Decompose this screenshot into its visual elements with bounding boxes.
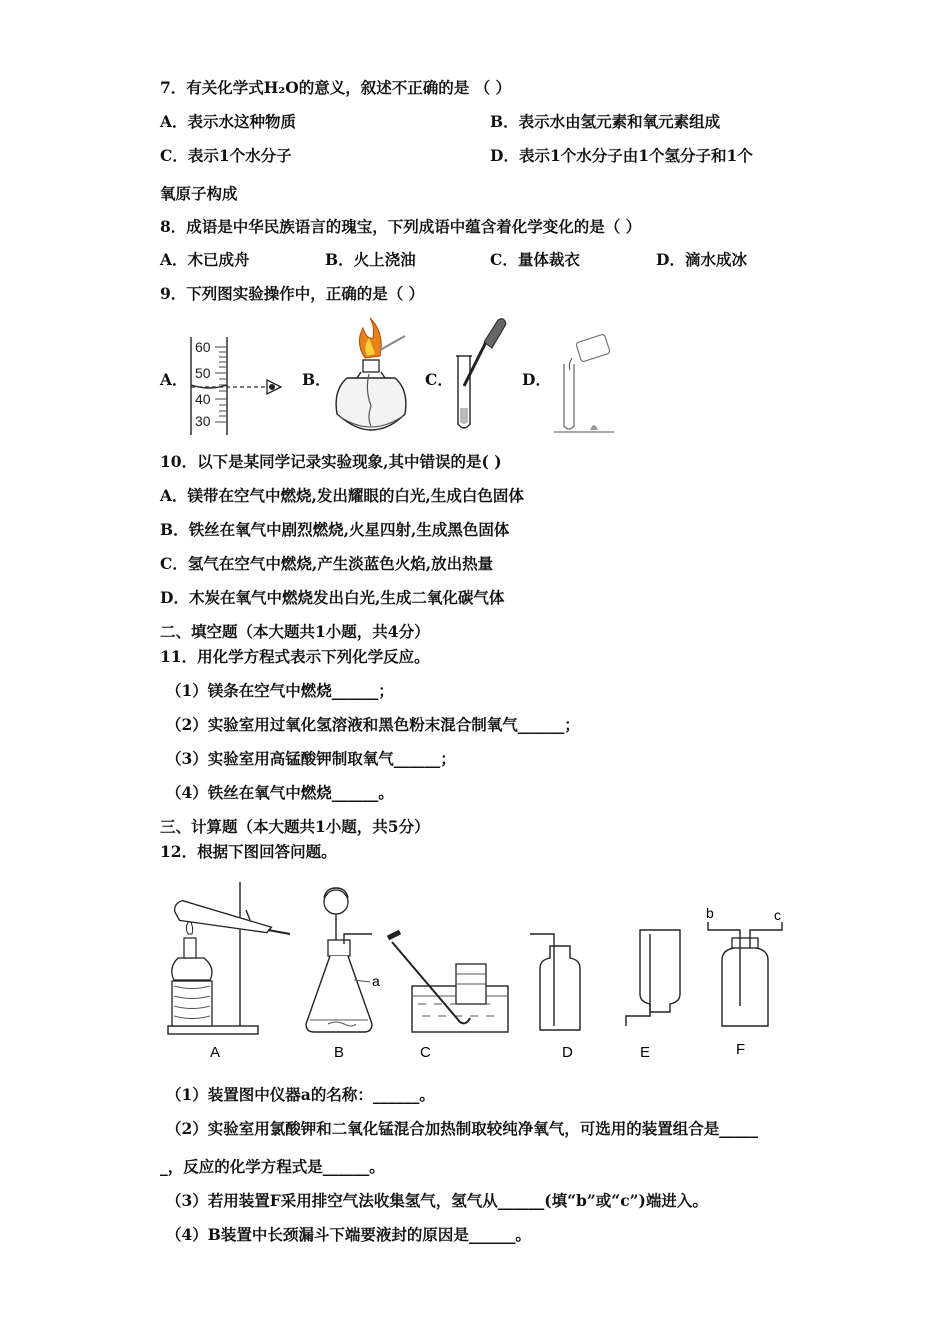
q12-part-2: （2）实验室用氯酸钾和二氧化锰混合加热制取较纯净氧气，可选用的装置组合是_____: [166, 1119, 759, 1138]
apparatus-label-f: F: [736, 1041, 746, 1058]
label-b-port: b: [706, 905, 714, 921]
apparatus-f-drawing: [706, 905, 782, 1026]
q10-option-c: C．氢气在空气中燃烧,产生淡蓝色火焰,放出热量: [160, 554, 494, 573]
q12-part-1: （1）装置图中仪器a的名称：______。: [166, 1085, 435, 1104]
q11-stem: 11．用化学方程式表示下列化学反应。: [160, 647, 430, 666]
section-3-heading: 三、计算题（本大题共1小题，共5分）: [160, 817, 430, 836]
q9-label-c: C．: [425, 370, 453, 389]
q10-option-a: A．镁带在空气中燃烧,发出耀眼的白光,生成白色固体: [160, 486, 524, 505]
apparatus-label-e: E: [640, 1044, 651, 1061]
q9-label-d: D．: [522, 370, 551, 389]
q9-stem: 9．下列图实验操作中，正确的是（ ）: [160, 284, 425, 303]
apparatus-a-drawing: [168, 882, 290, 1034]
q7-option-d: D．表示1个水分子由1个氢分子和1个: [490, 146, 753, 165]
q9-label-b: B．: [302, 370, 331, 389]
q10-option-b: B．铁丝在氧气中剧烈燃烧,火星四射,生成黑色固体: [160, 520, 510, 539]
q8-stem: 8．成语是中华民族语言的瑰宝，下列成语中蕴含着化学变化的是（ ）: [160, 217, 642, 236]
cylinder-tick-50: 50: [195, 365, 211, 381]
alcohol-lamp-figure: [325, 318, 415, 440]
q10-option-d: D．木炭在氧气中燃烧发出白光,生成二氧化碳气体: [160, 588, 505, 607]
q11-part-1: （1）镁条在空气中燃烧______；: [166, 681, 394, 700]
q12-part-4: （4）B装置中长颈漏斗下端要液封的原因是______。: [166, 1225, 531, 1244]
q8-option-b: B．火上浇油: [325, 250, 416, 269]
q9-label-a: A．: [160, 370, 188, 389]
apparatus-label-d: D: [562, 1044, 573, 1061]
q11-part-4: （4）铁丝在氧气中燃烧______。: [166, 783, 394, 802]
apparatus-label-a: A: [210, 1044, 221, 1061]
apparatus-d-drawing: [530, 934, 580, 1030]
apparatus-label-c: C: [420, 1044, 431, 1061]
label-c-port: c: [774, 907, 781, 923]
q7-option-b: B．表示水由氢元素和氧元素组成: [490, 112, 721, 131]
dropper-test-tube-figure: [448, 316, 518, 438]
apparatus-c-drawing: [388, 932, 508, 1032]
pouring-liquid-figure: [550, 334, 620, 438]
section-2-heading: 二、填空题（本大题共1小题，共4分）: [160, 622, 430, 641]
q8-option-d: D．滴水成冰: [656, 250, 747, 269]
q7-stem: 7．有关化学式H₂O的意义，叙述不正确的是 （ ）: [160, 78, 512, 97]
gas-apparatus-figure: [160, 876, 790, 1066]
q7-option-d-continued: 氧原子构成: [160, 184, 238, 203]
apparatus-b-drawing: [306, 888, 380, 1032]
cylinder-tick-60: 60: [195, 339, 211, 355]
q8-option-a: A．木已成舟: [160, 250, 250, 269]
apparatus-label-b: B: [334, 1044, 345, 1061]
q8-option-c: C．量体裁衣: [490, 250, 580, 269]
label-a-instrument: a: [372, 973, 380, 989]
q7-option-c: C．表示1个水分子: [160, 146, 292, 165]
q11-part-2: （2）实验室用过氧化氢溶液和黑色粉末混合制氧气______；: [166, 715, 580, 734]
q12-part-2-continued: _，反应的化学方程式是______。: [160, 1157, 385, 1176]
cylinder-tick-40: 40: [195, 391, 211, 407]
q7-option-a: A．表示水这种物质: [160, 112, 297, 131]
q10-stem: 10．以下是某同学记录实验现象,其中错误的是( ): [160, 452, 502, 471]
apparatus-e-drawing: [626, 930, 680, 1026]
cylinder-reading-figure: [185, 335, 295, 437]
q11-part-3: （3）实验室用高锰酸钾制取氧气______；: [166, 749, 456, 768]
cylinder-tick-30: 30: [195, 413, 211, 429]
q12-stem: 12．根据下图回答问题。: [160, 842, 337, 861]
q12-part-3: （3）若用装置F采用排空气法收集氢气，氢气从______(填“b”或“c”)端进入。: [166, 1191, 708, 1210]
